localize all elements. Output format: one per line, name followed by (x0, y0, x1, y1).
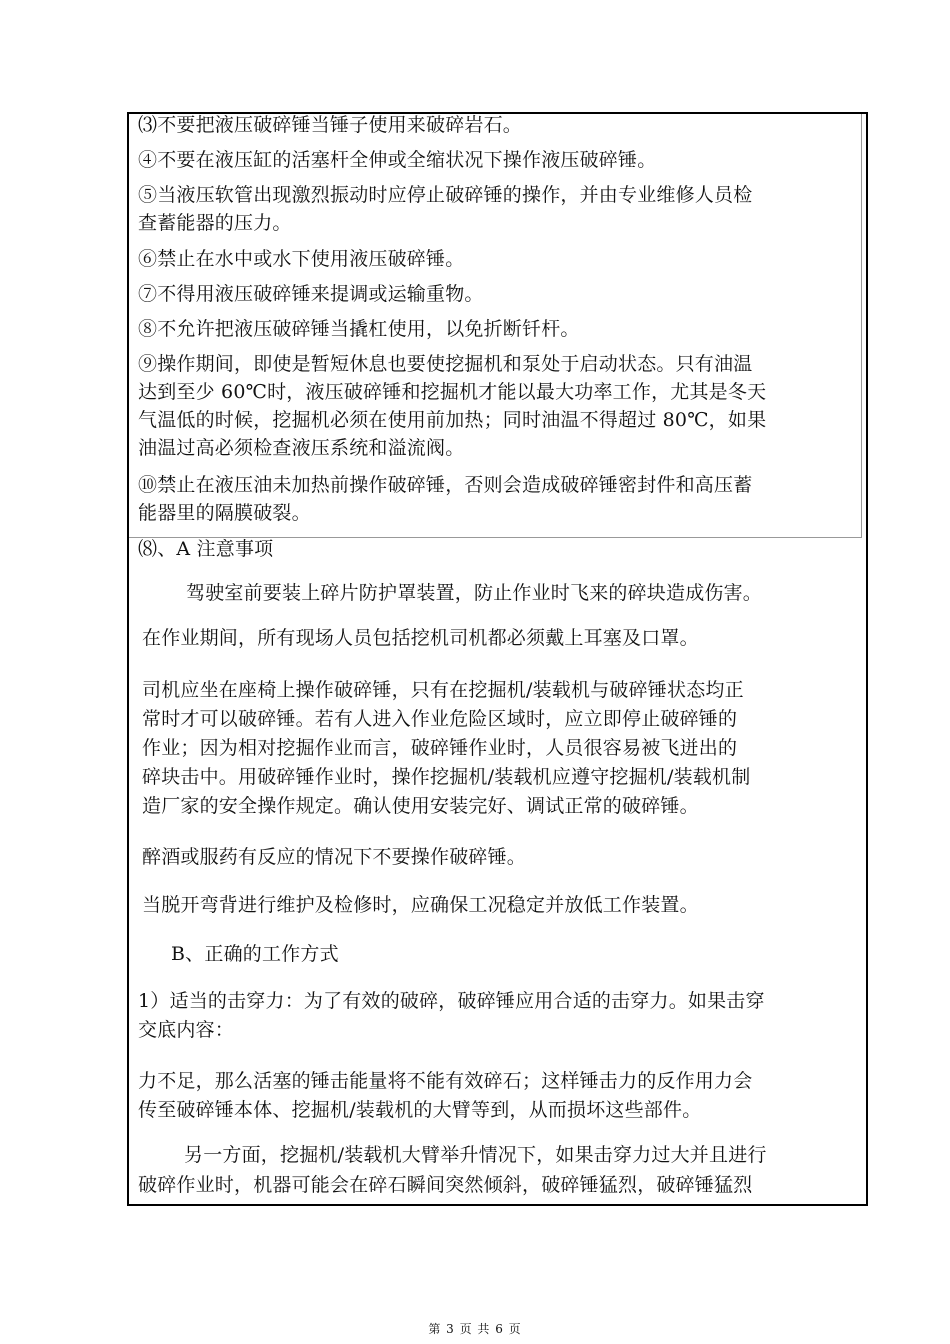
disclosure-table (127, 112, 868, 1206)
section-b-para-other-line2: 破碎作业时，机器可能会在碎石瞬间突然倾斜，破碎锤猛烈，破碎锤猛烈 (138, 1174, 753, 1196)
section-8-para5: 当脱开弯背进行维护及检修时，应确保工况稳定并放低工作装置。 (142, 894, 699, 916)
section-b-para-other-line1: 另一方面，挖掘机/装载机大臂举升情况下，如果击穿力过大并且进行 (184, 1144, 767, 1166)
section-b-item1-cont-line1: 力不足，那么活塞的锤击能量将不能有效碎石；这样锤击力的反作用力会 (138, 1070, 753, 1092)
measure-9: ⑨操作期间，即使是暂短休息也要使挖掘机和泵处于启动状态。只有油温 (138, 353, 753, 375)
section-b-item1-cont-line2: 传至破碎锤本体、挖掘机/装载机的大臂等到，从而损坏这些部件。 (138, 1099, 702, 1121)
measure-9-line4: 油温过高必须检查液压系统和溢流阀。 (138, 437, 465, 459)
measure-4: ④不要在液压缸的活塞杆全伸或全缩状况下操作液压破碎锤。 (138, 149, 657, 171)
measure-3: ⑶不要把液压破碎锤当锤子使用来破碎岩石。 (138, 114, 523, 136)
section-8-para3-line5: 造厂家的安全操作规定。确认使用安装完好、调试正常的破碎锤。 (142, 795, 699, 817)
measure-8: ⑧不允许把液压破碎锤当撬杠使用，以免折断钎杆。 (138, 318, 580, 340)
measure-10-cont: 能器里的隔膜破裂。 (138, 502, 311, 524)
section-b-item1-line1: 1）适当的击穿力：为了有效的破碎，破碎锤应用合适的击穿力。如果击穿 (138, 990, 765, 1012)
measure-6: ⑥禁止在水中或水下使用液压破碎锤。 (138, 248, 465, 270)
measure-7: ⑦不得用液压破碎锤来提调或运输重物。 (138, 283, 484, 305)
section-8-para3-line4: 碎块击中。用破碎锤作业时，操作挖掘机/装载机应遵守挖掘机/装载机制 (142, 766, 751, 788)
section-8-para3-line2: 常时才可以破碎锤。若有人进入作业危险区域时，应立即停止破碎锤的 (142, 708, 738, 730)
page-footer: 第 3 页 共 6 页 (428, 1322, 522, 1336)
measure-9-line2: 达到至少 60℃时，液压破碎锤和挖掘机才能以最大功率工作，尤其是冬天 (138, 381, 767, 403)
measure-5: ⑤当液压软管出现激烈振动时应停止破碎锤的操作，并由专业维修人员检 (138, 184, 753, 206)
measure-10: ⑩禁止在液压油未加热前操作破碎锤，否则会造成破碎锤密封件和高压蓄 (138, 474, 753, 496)
section-8-para1: 驾驶室前要装上碎片防护罩装置，防止作业时飞来的碎块造成伤害。 (186, 582, 763, 604)
section-b-heading: B、正确的工作方式 (171, 943, 339, 965)
section-8-para3-line3: 作业；因为相对挖掘作业而言，破碎锤作业时，人员很容易被飞迸出的 (142, 737, 738, 759)
measure-5-cont: 查蓄能器的压力。 (138, 212, 292, 234)
section-8-para2: 在作业期间，所有现场人员包括挖机司机都必须戴上耳塞及口罩。 (142, 627, 699, 649)
section-8-para3-line1: 司机应坐在座椅上操作破碎锤，只有在挖掘机/装载机与破碎锤状态均正 (142, 679, 744, 701)
section-8-heading: ⑻、A 注意事项 (138, 538, 274, 560)
section-b-item1-line2: 交底内容： (138, 1019, 235, 1041)
measure-9-line3: 气温低的时候，挖掘机必须在使用前加热；同时油温不得超过 80℃，如果 (138, 409, 767, 431)
section-8-para4: 醉酒或服药有反应的情况下不要操作破碎锤。 (142, 846, 527, 868)
